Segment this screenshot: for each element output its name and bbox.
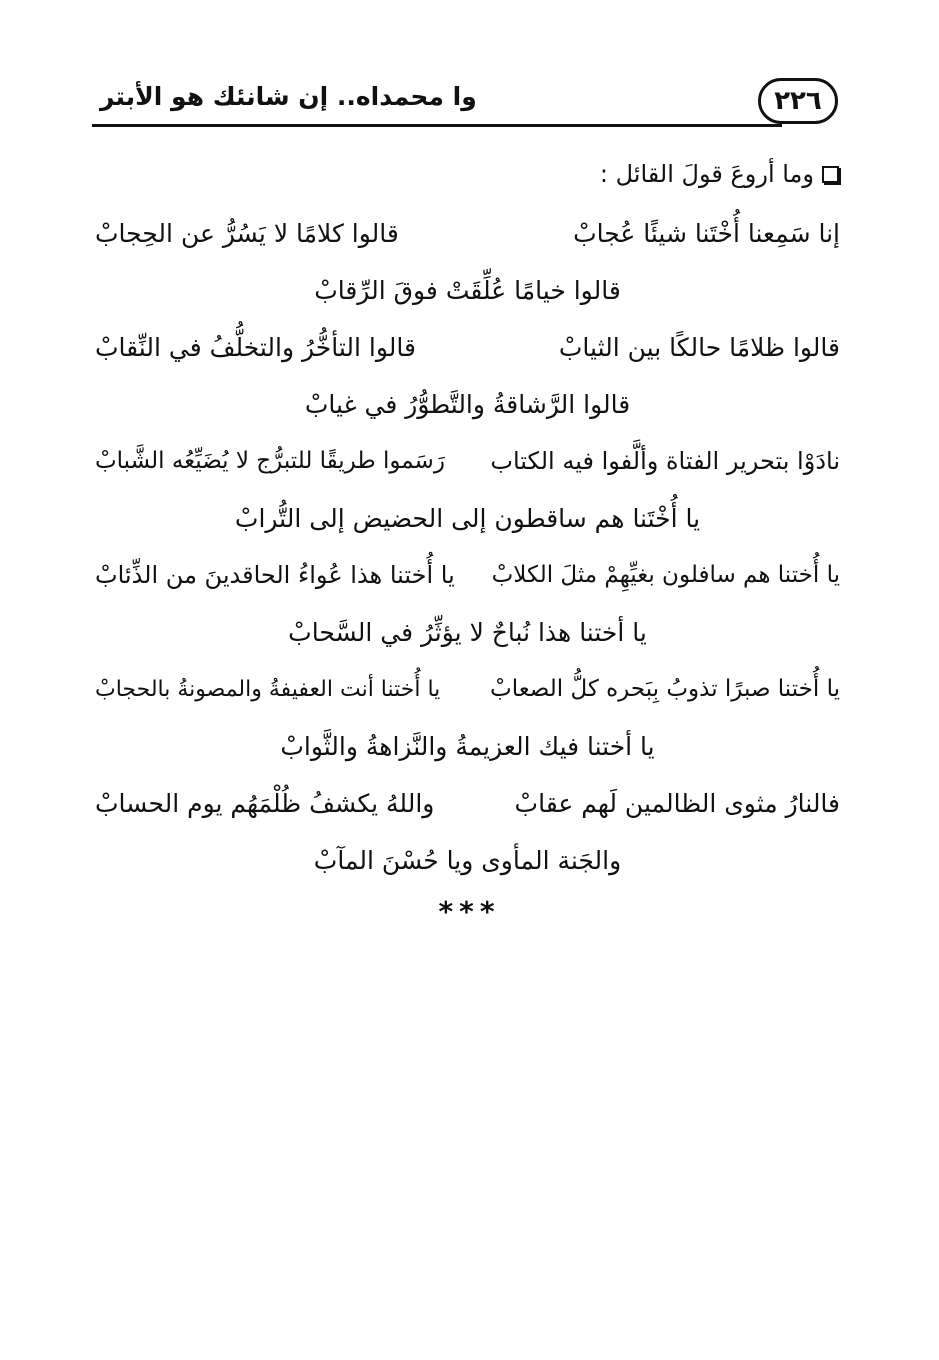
verse-pair [95,775,840,832]
verse-right-hemistich: قالوا ظلامًا حالكًا بين الثيابْ [558,333,840,362]
verse-right-hemistich: يا أُختنا صبرًا تذوبُ بِبَحره كلُّ الصعابْ [490,676,840,702]
verse-center-line: يا أختنا هذا نُباحٌ لا يؤثِّرُ في السَّحابْ [288,618,647,647]
verse-center-line: يا أختنا فيك العزيمةُ والنَّزاهةُ والثَّوابْ [280,732,655,761]
verse-pair [95,547,840,604]
verse-center [95,262,840,319]
section-separator: *** [438,895,501,928]
intro-text: وما أروعَ قولَ القائل : [599,160,814,188]
verse-pair [95,319,840,376]
running-title: وا محمداه.. إن شانئك هو الأبتر [100,82,477,111]
verse-pair [95,433,840,490]
verse-right-hemistich: فالنارُ مثوى الظالمين لَهم عقابْ [514,789,840,818]
verse-center [95,718,840,775]
verse-center-line: يا أُخْتَنا هم ساقطون إلى الحضيض إلى التُّرابْ [234,504,701,533]
verse-left-hemistich: واللهُ يكشفُ ظُلْمَهُم يوم الحسابْ [95,789,435,818]
verse-left-hemistich: يا أُختنا أنت العفيفةُ والمصونةُ بالحجابْ [95,677,441,702]
verse-right-hemistich: إنا سَمِعنا أُخْتَنا شيئًا عُجابْ [573,219,840,248]
verse-pair [95,205,840,262]
verse-center-line: والجَنة المأوى ويا حُسْنَ المآبْ [313,846,622,875]
verse-pair [95,661,840,718]
intro-line [600,160,839,188]
verse-center-line: قالوا خيامًا عُلِّقَتْ فوقَ الرِّقابْ [314,276,621,305]
verse-center [95,604,840,661]
verse-left-hemistich: قالوا كلامًا لا يَسُرُّ عن الحِجابْ [95,219,399,248]
poem [95,205,840,889]
header-rule [92,124,782,127]
verse-center [95,376,840,433]
verse-left-hemistich: رَسَموا طريقًا للتبرُّج لا يُضَيِّعُه الشَّبابْ [95,448,445,474]
verse-right-hemistich: نادَوْا بتحرير الفتاة وألَّفوا فيه الكتاب [490,447,840,475]
verse-left-hemistich: يا أُختنا هذا عُواءُ الحاقدينَ من الذِّئابْ [95,561,455,589]
verse-center [95,490,840,547]
page-header [92,72,838,132]
verse-center-line: قالوا الرَّشاقةُ والتَّطوُّرُ في غيابْ [304,390,631,419]
square-bullet-icon [822,166,839,183]
verse-right-hemistich: يا أُختنا هم سافلون بغيِّهِمْ مثلَ الكلابْ [491,562,840,588]
page-number: ٢٢٦ [758,78,838,124]
verse-left-hemistich: قالوا التأخُّرُ والتخلُّفُ في النِّقابْ [95,333,416,362]
verse-center [95,832,840,889]
